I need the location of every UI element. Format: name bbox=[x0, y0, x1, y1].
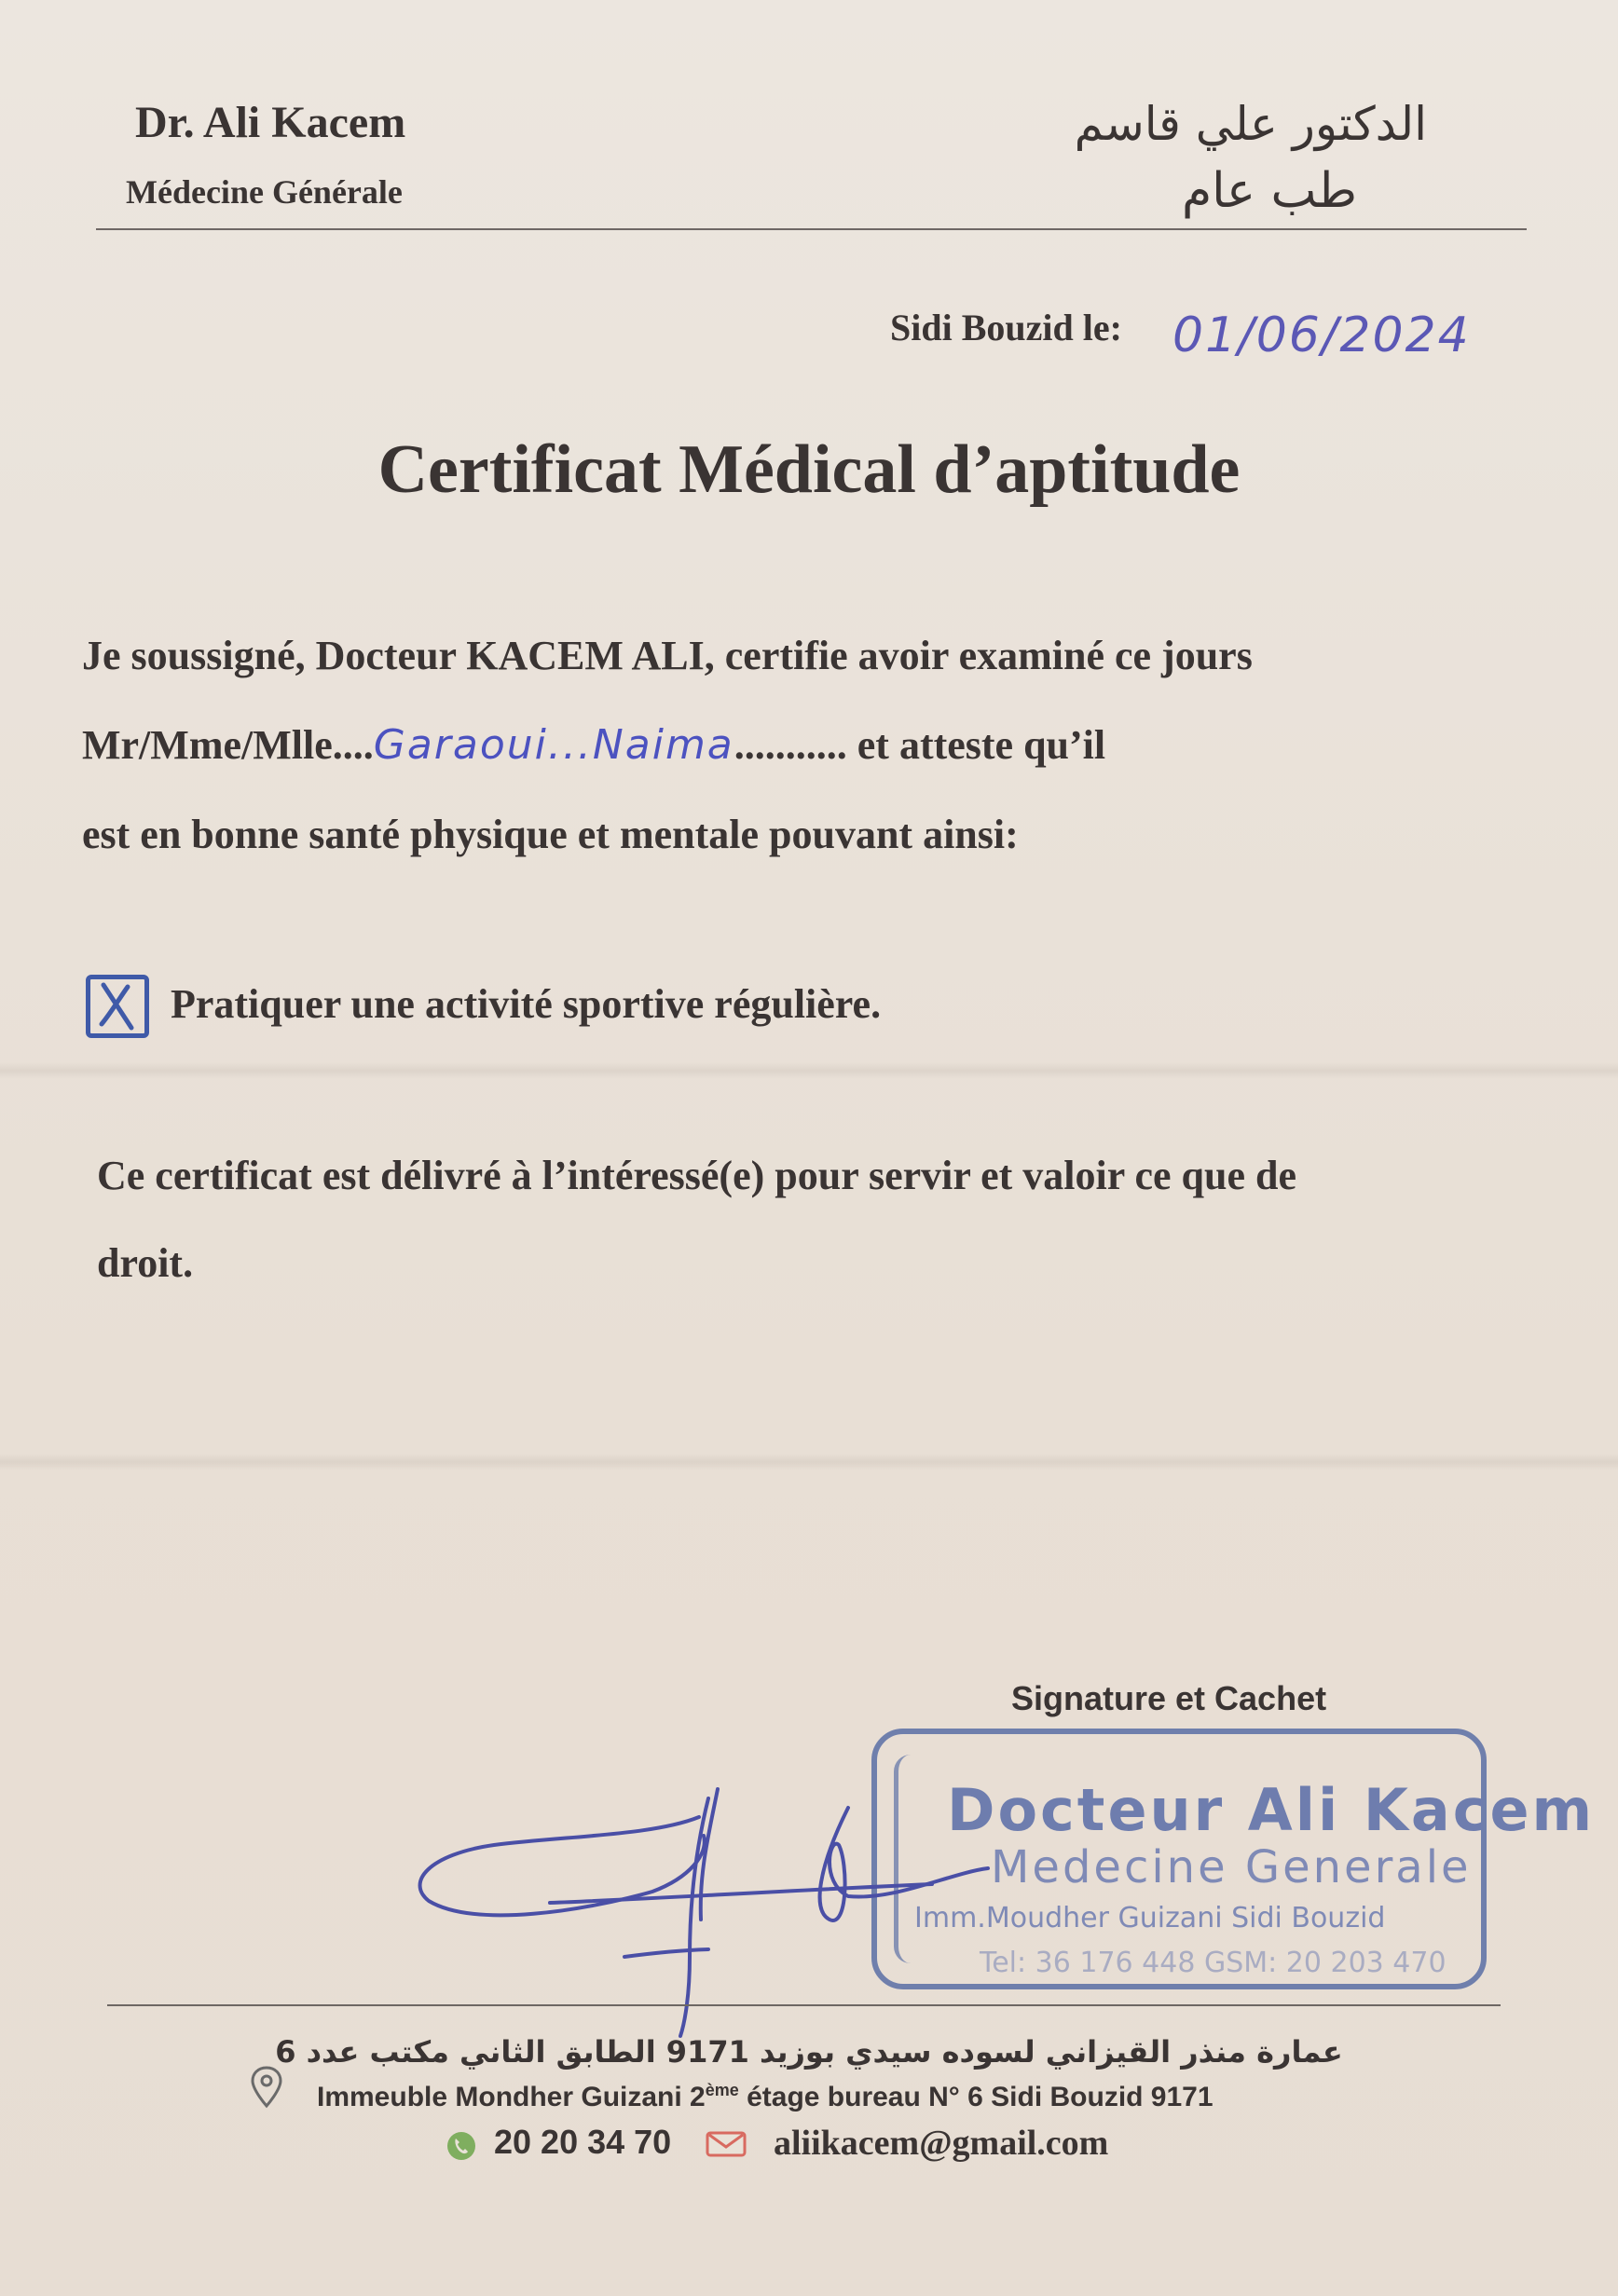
certificate-title: Certificat Médical d’aptitude bbox=[377, 431, 1241, 508]
doctor-name: Dr. Ali Kacem bbox=[135, 98, 406, 147]
doctor-specialty: Médecine Générale bbox=[126, 173, 403, 211]
sport-activity-checkbox[interactable] bbox=[86, 975, 149, 1038]
signature-label: Signature et Cachet bbox=[1011, 1679, 1327, 1717]
location-pin-icon bbox=[249, 2065, 284, 2110]
handwritten-signature bbox=[410, 1780, 1007, 2041]
checkbox-label: Pratiquer une activité sportive régulière. bbox=[171, 981, 882, 1027]
mail-icon bbox=[706, 2130, 747, 2158]
body-line-2 bbox=[82, 721, 1105, 769]
stamp-specialty: Medecine Generale bbox=[991, 1841, 1472, 1893]
header-divider bbox=[96, 228, 1527, 230]
date-value: 01/06/2024 bbox=[1172, 308, 1471, 363]
footer-divider bbox=[107, 2004, 1501, 2006]
address-french: Immeuble Mondher Guizani 2ème étage bureau N° 6 Sidi Bouzid 9171 bbox=[317, 2081, 1214, 2112]
closing-line-1: Ce certificat est délivré à l’intéressé(e) pour servir et valoir ce que de bbox=[97, 1153, 1296, 1198]
date-label: Sidi Bouzid le: bbox=[890, 307, 1122, 348]
line-2-suffix: ........... et atteste qu’il bbox=[734, 722, 1106, 768]
closing-line-2: droit. bbox=[97, 1240, 194, 1286]
paper-fold bbox=[0, 1454, 1618, 1470]
title-prefix: Mr/Mme/Mlle.... bbox=[82, 722, 374, 768]
doctor-specialty-arabic: طب عام bbox=[1181, 163, 1357, 219]
body-line-3: est en bonne santé physique et mentale pouvant ainsi: bbox=[82, 812, 1019, 857]
phone-number: 20 20 34 70 bbox=[494, 2123, 672, 2161]
doctor-name-arabic: الدكتور علي قاسم bbox=[1074, 97, 1427, 151]
patient-name: Garaoui...Naima bbox=[373, 721, 734, 769]
stamp-address: Imm.Moudher Guizani Sidi Bouzid bbox=[914, 1902, 1386, 1934]
body-line-1: Je soussigné, Docteur KACEM ALI, certifie avoir examiné ce jours bbox=[82, 633, 1253, 678]
stamp-doctor-name: Docteur Ali Kacem bbox=[947, 1776, 1596, 1844]
stamp-phone: Tel: 36 176 448 GSM: 20 203 470 bbox=[980, 1947, 1447, 1979]
email-address: aliikacem@gmail.com bbox=[774, 2124, 1109, 2163]
check-mark-icon bbox=[90, 979, 144, 1033]
address-arabic: عمارة منذر القيزاني لسوده سيدي بوزيد 9171 الطابق الثاني مكتب عدد 6 bbox=[275, 2034, 1343, 2070]
paper-fold bbox=[0, 1062, 1618, 1079]
phone-icon bbox=[446, 2130, 477, 2162]
